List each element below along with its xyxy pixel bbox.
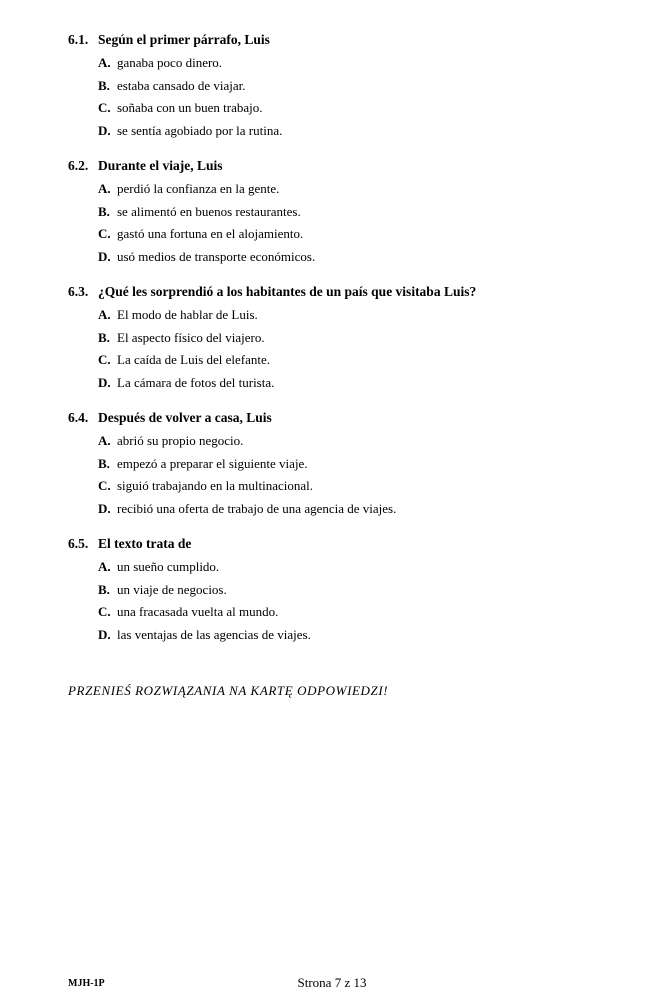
option-text: las ventajas de las agencias de viajes. (117, 626, 311, 642)
question-heading (68, 156, 648, 176)
answer-option (98, 97, 648, 120)
option-text: siguió trabajando en la multinacional. (117, 478, 314, 493)
page-number: Strona 7 z 13 (297, 975, 367, 990)
option-letter: D. (98, 626, 111, 642)
exam-code: MJH-1P (68, 978, 105, 989)
option-letter: A. (98, 559, 111, 574)
answer-option (98, 75, 648, 98)
question-3 (68, 282, 648, 394)
question-prompt: Según el primer párrafo, Luis (98, 32, 270, 47)
question-number: 6.2. (68, 158, 89, 173)
option-text: El modo de hablar de Luis. (117, 307, 258, 322)
question-5 (68, 534, 648, 646)
option-text: abrió su propio negocio. (117, 433, 244, 448)
question-prompt: ¿Qué les sorprendió a los habitantes de un país que visitaba Luis? (98, 284, 477, 299)
answer-option (98, 327, 648, 350)
option-text: ganaba poco dinero. (117, 55, 223, 70)
option-letter: C. (98, 352, 111, 367)
option-letter: B. (98, 455, 110, 471)
option-letter: C. (98, 226, 111, 241)
option-letter: D. (98, 500, 111, 516)
question-1 (68, 30, 648, 142)
answer-option (98, 601, 648, 624)
option-letter: D. (98, 374, 111, 390)
option-letter: C. (98, 100, 111, 115)
answer-option (98, 372, 648, 395)
question-number: 6.4. (68, 410, 89, 425)
option-letter: A. (98, 55, 111, 70)
option-list (68, 430, 648, 520)
answer-option (98, 52, 648, 75)
option-letter: D. (98, 248, 111, 264)
option-list (68, 304, 648, 394)
option-text: se sentía agobiado por la rutina. (117, 122, 283, 138)
question-heading (68, 282, 648, 302)
option-letter: B. (98, 581, 110, 597)
option-list (68, 52, 648, 142)
question-prompt: Durante el viaje, Luis (98, 158, 223, 173)
answer-option (98, 475, 648, 498)
option-letter: A. (98, 181, 111, 196)
answer-option (98, 556, 648, 579)
option-text: soñaba con un buen trabajo. (117, 100, 263, 115)
transfer-instruction: PRZENIEŚ ROZWIĄZANIA NA KARTĘ ODPOWIEDZI! (68, 683, 389, 698)
answer-option (98, 223, 648, 246)
question-number: 6.3. (68, 284, 89, 299)
option-letter: C. (98, 478, 111, 493)
option-text: perdió la confianza en la gente. (117, 181, 280, 196)
option-text: se alimentó en buenos restaurantes. (117, 203, 301, 219)
option-list (68, 556, 648, 646)
option-letter: B. (98, 77, 110, 93)
answer-option (98, 201, 648, 224)
question-heading (68, 30, 648, 50)
question-heading (68, 534, 648, 554)
question-number: 6.5. (68, 536, 89, 551)
option-text: una fracasada vuelta al mundo. (117, 604, 279, 619)
option-letter: A. (98, 307, 111, 322)
answer-option (98, 304, 648, 327)
option-text: La cámara de fotos del turista. (117, 374, 275, 390)
option-list (68, 178, 648, 268)
answer-option (98, 246, 648, 269)
answer-option (98, 430, 648, 453)
option-text: La caída de Luis del elefante. (117, 352, 271, 367)
option-text: estaba cansado de viajar. (117, 77, 246, 93)
question-heading (68, 408, 648, 428)
answer-option (98, 498, 648, 521)
question-list (68, 30, 648, 660)
option-letter: D. (98, 122, 111, 138)
option-text: un sueño cumplido. (117, 559, 220, 574)
option-text: gastó una fortuna en el alojamiento. (117, 226, 304, 241)
answer-option (98, 178, 648, 201)
question-prompt: El texto trata de (98, 536, 192, 551)
option-letter: B. (98, 203, 110, 219)
question-2 (68, 156, 648, 268)
answer-option (98, 579, 648, 602)
answer-option (98, 453, 648, 476)
option-text: un viaje de negocios. (117, 581, 227, 597)
option-letter: B. (98, 329, 110, 345)
option-text: recibió una oferta de trabajo de una agencia de viajes. (117, 500, 397, 516)
option-text: usó medios de transporte económicos. (117, 248, 316, 264)
option-text: El aspecto físico del viajero. (117, 329, 265, 345)
answer-option (98, 349, 648, 372)
option-letter: C. (98, 604, 111, 619)
answer-option (98, 120, 648, 143)
question-number: 6.1. (68, 32, 89, 47)
option-text: empezó a preparar el siguiente viaje. (117, 455, 308, 471)
question-4 (68, 408, 648, 520)
option-letter: A. (98, 433, 111, 448)
question-prompt: Después de volver a casa, Luis (98, 410, 272, 425)
answer-option (98, 624, 648, 647)
